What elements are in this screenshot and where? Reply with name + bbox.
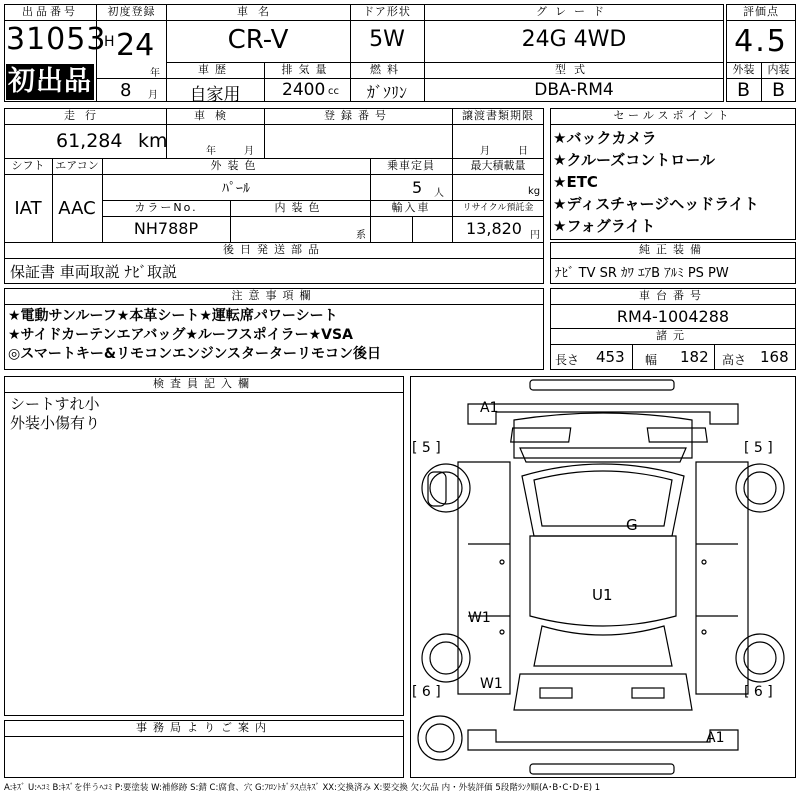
tire-rear-right: [ 6 ] xyxy=(744,684,773,700)
transfer-label: 譲渡書類期限 xyxy=(462,109,534,122)
color-no-label: カラーNo. xyxy=(134,201,198,214)
wheel-rear-right-inner xyxy=(744,642,776,674)
capacity-value: 5 xyxy=(412,178,423,197)
spare-wheel xyxy=(418,716,462,760)
max-load-label: 最大積載量 xyxy=(470,159,526,172)
later-parts-value: 保証書 車両取説 ﾅﾋﾞ取説 xyxy=(10,263,178,281)
grade-label: グレード xyxy=(536,5,612,18)
headlight-left xyxy=(511,428,571,442)
wheel-rear-left xyxy=(422,634,470,682)
shift-value: IAT xyxy=(14,198,42,219)
import-label: 輸入車 xyxy=(391,201,431,214)
era-prefix: H xyxy=(104,34,115,50)
lot-number: 31053 xyxy=(6,22,107,57)
handle-right-front xyxy=(702,560,706,564)
hood-outline xyxy=(514,413,692,458)
headlight-right xyxy=(647,428,707,442)
note-line: ★サイドカーテンエアバッグ★ルーフスポイラー★VSA xyxy=(8,327,353,343)
width-label: 幅 xyxy=(645,353,658,367)
door-value: 5W xyxy=(369,27,405,52)
mileage-label: 走行 xyxy=(64,109,106,122)
exterior-label: 外装 xyxy=(732,63,755,76)
office-label: 事務局よりご案内 xyxy=(136,721,272,734)
selling-points-list xyxy=(553,127,795,237)
front-bumper-outline xyxy=(468,404,738,424)
front-fascia xyxy=(520,448,686,462)
handle-left-rear xyxy=(500,630,504,634)
reg-month: 8 xyxy=(120,80,132,101)
int-color-unit: 系 xyxy=(356,230,366,241)
height-value: 168 xyxy=(760,348,789,366)
model-code-value: DBA-RM4 xyxy=(534,80,614,100)
recycle-label: リサイクル預託金 xyxy=(462,203,534,213)
reg-month-unit: 月 xyxy=(148,90,158,101)
transfer-month-unit: 月 xyxy=(480,146,490,157)
door-label: ドア形状 xyxy=(363,5,411,18)
wheel-rear-right xyxy=(736,634,784,682)
mark-w1-lower: W1 xyxy=(480,676,503,692)
mileage-value: 61,284 xyxy=(56,130,123,152)
capacity-unit: 人 xyxy=(434,188,444,199)
mark-a1-top: A1 xyxy=(480,400,499,416)
rear-bumper-outline xyxy=(468,730,738,750)
spec-label: 諸元 xyxy=(656,329,690,342)
history-value: 自家用 xyxy=(189,85,241,105)
tire-rear-left: [ 6 ] xyxy=(412,684,441,700)
wheel-front-right xyxy=(736,464,784,512)
transfer-day-unit: 日 xyxy=(518,146,528,157)
handle-right-rear xyxy=(702,630,706,634)
car-name: CR-V xyxy=(227,25,289,55)
selling-point-item: ★ETC xyxy=(553,173,598,191)
capacity-label: 乗車定員 xyxy=(387,159,435,172)
equipment-label: 純正装備 xyxy=(639,243,707,256)
note-line: ★電動サンルーフ★本革シート★運転席パワーシート xyxy=(8,308,338,324)
selling-point-item: ★バックカメラ xyxy=(553,129,657,147)
selling-point-item: ★ディスチャージヘッドライト xyxy=(553,195,759,213)
selling-points-label: セールスポイント xyxy=(613,109,733,122)
inspector-label: 検査員記入欄 xyxy=(153,377,255,390)
max-load-unit: kg xyxy=(528,186,541,197)
windshield xyxy=(534,471,672,526)
mileage-unit: km xyxy=(138,130,168,152)
ext-color-label: 外装色 xyxy=(210,159,262,172)
notes-label: 注意事項欄 xyxy=(231,289,317,302)
score-value: 4.5 xyxy=(734,24,788,59)
car-diagram xyxy=(410,376,796,778)
inspector-lines xyxy=(10,395,400,433)
cabin-top xyxy=(522,464,684,536)
reg-number-label: 登録番号 xyxy=(324,109,392,122)
notes-lines xyxy=(8,307,542,364)
later-parts-label: 後日発送部品 xyxy=(223,243,325,256)
car-name-label: 車名 xyxy=(237,5,279,18)
note-line: ◎スマートキー&リモコンエンジンスターターリモコン後日 xyxy=(8,346,382,362)
inspection-label: 車検 xyxy=(194,109,236,122)
height-label: 高さ xyxy=(722,353,747,367)
roof-rail-top xyxy=(530,380,674,390)
tire-front-right: [ 5 ] xyxy=(744,440,773,456)
inspection-year-unit: 年 xyxy=(206,146,216,157)
inspector-line: 外装小傷有り xyxy=(10,414,101,432)
ac-value: AAC xyxy=(58,198,96,219)
interior-label: 内装 xyxy=(767,63,790,76)
taillight-right xyxy=(632,688,664,698)
lot-label: 出品番号 xyxy=(22,5,78,18)
first-listing-badge: 初出品 xyxy=(6,64,94,100)
wheel-rear-left-inner xyxy=(430,642,462,674)
length-label: 長さ xyxy=(555,353,580,367)
exterior-grade: B xyxy=(736,79,751,101)
fuel-value: ｶﾞｿﾘﾝ xyxy=(366,83,407,102)
inspection-month-unit: 月 xyxy=(244,146,254,157)
displacement-label: 排気量 xyxy=(281,63,333,76)
taillight-left xyxy=(540,688,572,698)
interior-grade: B xyxy=(771,79,786,101)
inspector-line: シートすれ小 xyxy=(10,395,100,413)
mark-g: G xyxy=(626,516,638,534)
grade-value: 24G 4WD xyxy=(521,27,627,52)
recycle-value: 13,820 xyxy=(466,219,522,238)
tire-front-left: [ 5 ] xyxy=(412,440,441,456)
selling-point-item: ★フォグライト xyxy=(553,217,656,235)
selling-point-item: ★クルーズコントロール xyxy=(553,151,715,169)
rear-deck xyxy=(514,674,692,710)
wheel-front-right-inner xyxy=(744,472,776,504)
length-value: 453 xyxy=(596,348,625,366)
chassis-value: RM4-1004288 xyxy=(616,307,730,326)
shift-label: シフト xyxy=(11,159,45,172)
body-side-left xyxy=(458,462,510,694)
chassis-label: 車台番号 xyxy=(639,289,707,302)
legend-text: A:ｷｽﾞ U:ﾍｺﾐ B:ｷｽﾞを伴うﾍｺﾐ P:要塗装 W:補修跡 S:錆 C:腐食、穴 G:ﾌﾛﾝﾄｶﾞﾗｽ点ｷｽﾞ XX:交換済み X:要交換 欠:欠品 内・外装評価 5段階ﾗﾝｸ順(A･B･C･D･E) 1 xyxy=(4,783,601,793)
handle-left-front xyxy=(500,560,504,564)
score-label: 評価点 xyxy=(743,5,779,18)
displacement-unit: cc xyxy=(328,86,339,97)
mark-a1-bottom: A1 xyxy=(706,730,725,746)
history-label: 車歴 xyxy=(198,63,232,76)
cabin-body xyxy=(530,536,676,626)
reg-year: 24 xyxy=(116,28,155,63)
equipment-value: ﾅﾋﾞ TV SR ｶﾜ ｴｱB ｱﾙﾐ PS PW xyxy=(555,266,729,281)
reg-year-unit: 年 xyxy=(150,68,160,79)
spare-wheel-inner xyxy=(426,724,454,752)
rear-window xyxy=(534,626,672,666)
body-side-right xyxy=(696,462,748,694)
color-no-value: NH788P xyxy=(133,219,199,238)
ext-color-value: ﾊﾟｰﾙ xyxy=(222,181,250,197)
mark-u1: U1 xyxy=(592,586,613,604)
model-code-label: 型式 xyxy=(555,63,593,76)
int-color-label: 内装色 xyxy=(274,201,326,214)
width-value: 182 xyxy=(680,348,709,366)
first-reg-label: 初度登録 xyxy=(107,5,156,18)
recycle-unit: 円 xyxy=(530,230,540,241)
ac-label: エアコン xyxy=(55,159,99,172)
mark-w1-upper: W1 xyxy=(468,610,491,626)
roof-rail-bottom xyxy=(530,764,674,774)
fuel-label: 燃料 xyxy=(370,63,404,76)
displacement-value: 2400 xyxy=(282,80,326,100)
